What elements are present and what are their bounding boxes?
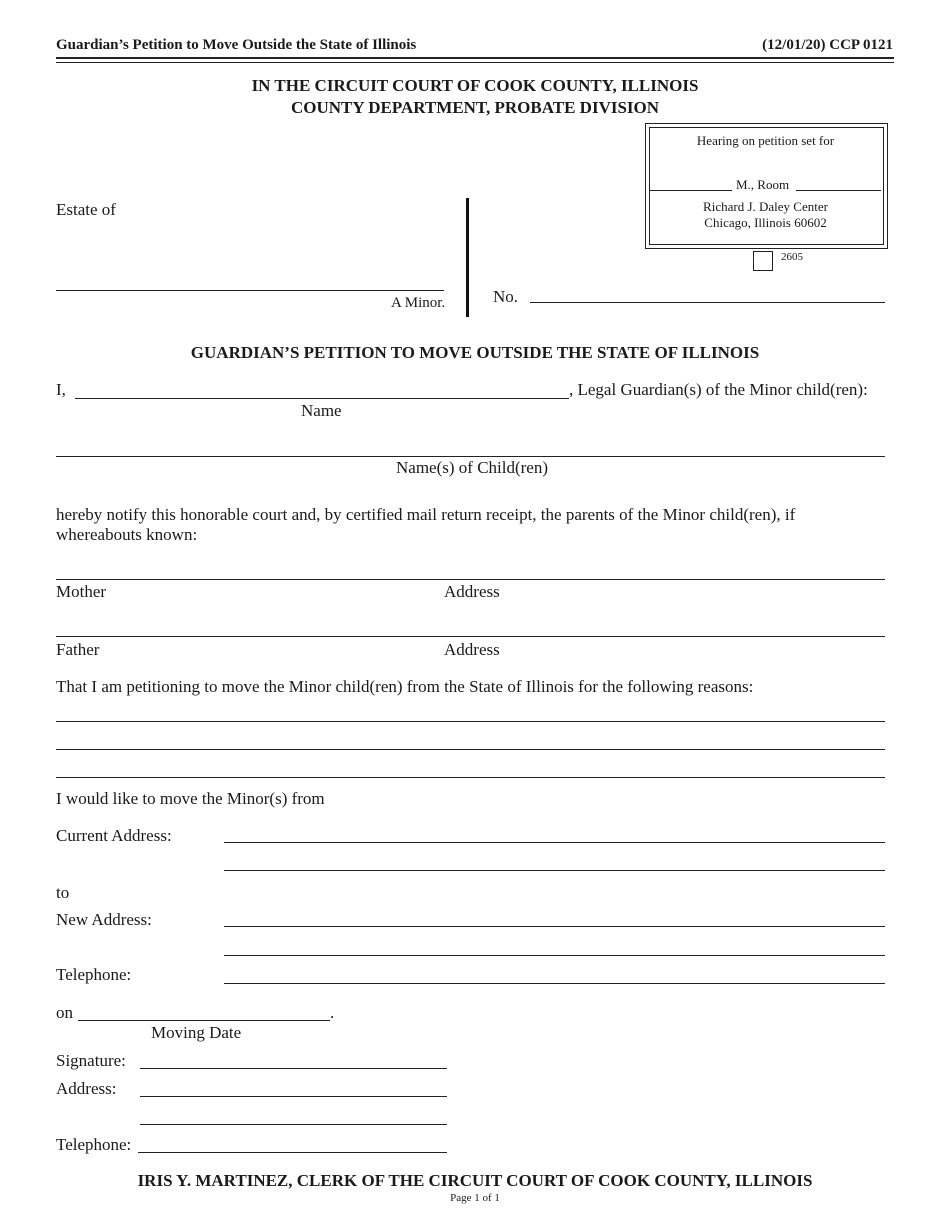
move-from-label: I would like to move the Minor(s) from: [56, 789, 325, 808]
new-address-field-1[interactable]: [224, 926, 885, 927]
hearing-title: Hearing on petition set for: [696, 133, 835, 148]
mother-address-label: Address: [444, 582, 500, 601]
signature-address-field-1[interactable]: [140, 1096, 447, 1097]
hearing-time-field[interactable]: [650, 190, 732, 191]
new-address-field-2[interactable]: [224, 955, 885, 956]
reasons-field-3[interactable]: [56, 777, 885, 778]
reasons-field-2[interactable]: [56, 749, 885, 750]
courtroom-checkbox-label: 2605: [781, 251, 803, 263]
hearing-room-field[interactable]: [796, 190, 881, 191]
signature-telephone-field[interactable]: [138, 1152, 447, 1153]
moving-date-field[interactable]: [78, 1020, 330, 1021]
hearing-location-1: Richard J. Daley Center: [703, 199, 828, 214]
mother-field[interactable]: [56, 579, 885, 580]
notify-text: hereby notify this honorable court and, by certified mail return receipt, the parents of the Minor child(ren), if whereabouts known:: [56, 505, 796, 544]
to-label: to: [56, 883, 70, 902]
form-code: (12/01/20) CCP 0121: [762, 37, 893, 53]
court-line-1: IN THE CIRCUIT COURT OF COOK COUNTY, ILLINOIS: [251, 76, 699, 95]
telephone-field[interactable]: [224, 983, 885, 984]
courtroom-checkbox[interactable]: [753, 251, 773, 271]
form-title: Guardian’s Petition to Move Outside the State of Illinois: [56, 37, 417, 53]
case-number-field[interactable]: [530, 302, 885, 303]
signature-address-label: Address:: [56, 1079, 117, 1098]
court-line-2: COUNTY DEPARTMENT, PROBATE DIVISION: [290, 98, 660, 117]
legal-guardian-label: , Legal Guardian(s) of the Minor child(ren):: [569, 380, 868, 399]
petition-title: GUARDIAN’S PETITION TO MOVE OUTSIDE THE STATE OF ILLINOIS: [190, 343, 760, 362]
a-minor-label: A Minor.: [391, 295, 446, 311]
reasons-field-1[interactable]: [56, 721, 885, 722]
father-label: Father: [56, 640, 100, 659]
new-address-label: New Address:: [56, 910, 152, 929]
signature-field[interactable]: [140, 1068, 447, 1069]
guardian-name-field[interactable]: [75, 398, 569, 399]
header-rule-top: [56, 57, 894, 59]
current-address-field-1[interactable]: [224, 842, 885, 843]
children-names-field[interactable]: [56, 456, 885, 457]
telephone-label: Telephone:: [56, 965, 132, 984]
reasons-text: That I am petitioning to move the Minor child(ren) from the State of Illinois for the following reasons:: [56, 677, 754, 696]
children-caption: Name(s) of Child(ren): [396, 458, 549, 477]
case-no-label: No.: [493, 287, 519, 306]
page-number: Page 1 of 1: [450, 1192, 500, 1204]
moving-date-period: .: [330, 1003, 335, 1022]
current-address-label: Current Address:: [56, 826, 172, 845]
signature-address-field-2[interactable]: [140, 1124, 447, 1125]
mother-label: Mother: [56, 582, 107, 601]
header-rule-bottom: [56, 62, 894, 63]
estate-of-label: Estate of: [56, 200, 116, 219]
signature-telephone-label: Telephone:: [56, 1135, 132, 1154]
hearing-time-room: M., Room: [736, 177, 790, 192]
caption-divider: [466, 198, 469, 317]
signature-label: Signature:: [56, 1051, 126, 1070]
moving-date-caption: Moving Date: [151, 1023, 242, 1042]
current-address-field-2[interactable]: [224, 870, 885, 871]
estate-name-field[interactable]: [56, 290, 444, 291]
name-caption: Name: [301, 401, 342, 420]
clerk-footer: IRIS Y. MARTINEZ, CLERK OF THE CIRCUIT COURT OF COOK COUNTY, ILLINOIS: [137, 1171, 813, 1190]
hearing-location-2: Chicago, Illinois 60602: [704, 215, 827, 230]
father-address-label: Address: [444, 640, 500, 659]
father-field[interactable]: [56, 636, 885, 637]
on-label: on: [56, 1003, 73, 1022]
i-label: I,: [56, 380, 66, 399]
